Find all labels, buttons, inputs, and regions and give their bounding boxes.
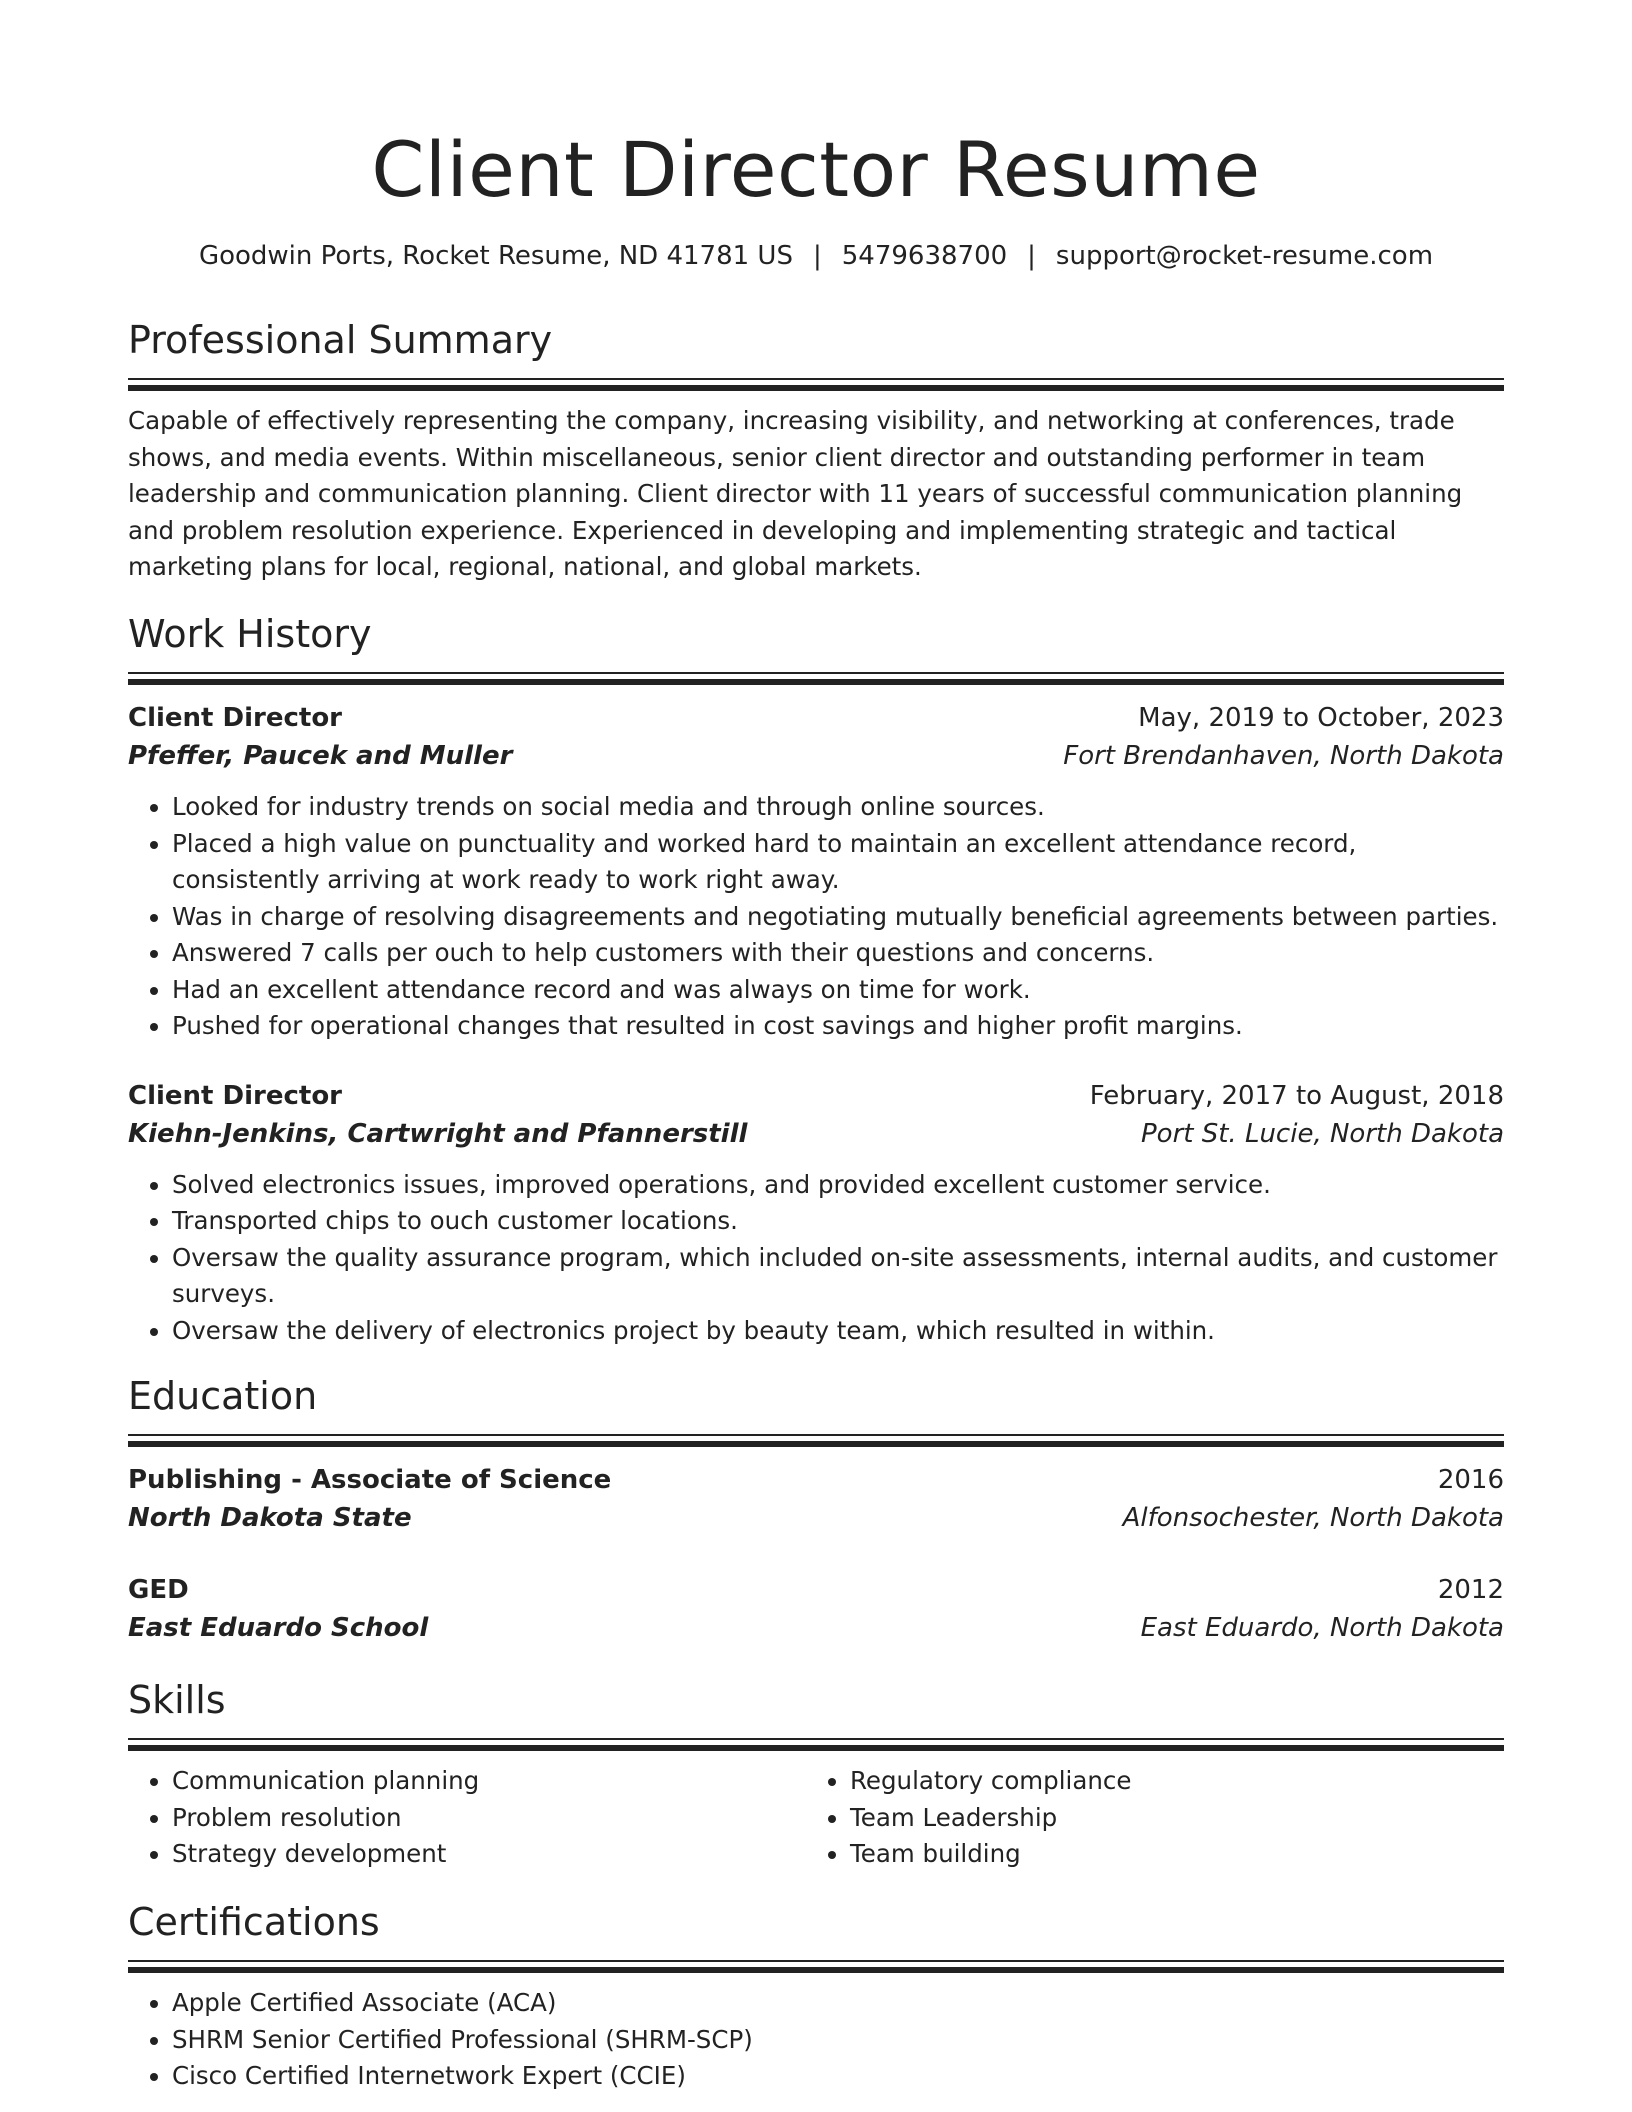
degree-year: 2012 [1437,1575,1504,1605]
section-divider [128,1738,1504,1751]
job-location: Port St. Lucie, North Dakota [1141,1118,1504,1149]
job-duty: • Had an excellent attendance record and was always on time for work. [172,972,1504,1009]
job-duties-list [128,1167,1504,1350]
resume-title: Client Director Resume [371,125,1261,214]
skill-item: • Team Leadership [850,1800,1484,1837]
contact-phone: 5479638700 [841,241,1008,271]
education-entry [128,1571,1504,1647]
summary-heading: Professional Summary [128,318,553,362]
contact-email: support@rocket-resume.com [1055,241,1434,271]
skills-list-right [806,1763,1484,1873]
job-duty: • Oversaw the delivery of electronics project by beauty team, which resulted in within. [172,1313,1504,1350]
education-entry [128,1461,1504,1537]
job-dates: February, 2017 to August, 2018 [1089,1080,1504,1111]
skill-item: • Strategy development [172,1836,806,1873]
contact-separator: | [812,241,822,271]
work-history-section [128,610,1504,1349]
job-location: Fort Brendanhaven, North Dakota [1063,741,1504,771]
skills-list-left [128,1763,806,1873]
skill-item: • Communication planning [172,1763,806,1800]
job-title: Client Director [128,703,343,733]
job-entry [128,1077,1504,1350]
school-location: Alfonsochester, North Dakota [1122,1503,1504,1533]
certifications-section [128,1898,1504,2095]
degree-name: Publishing - Associate of Science [128,1465,612,1495]
contact-line [0,238,1632,274]
job-duty: • Placed a high value on punctuality and worked hard to maintain an excellent attendance record, consistently arriving at work ready to work right away. [172,826,1504,899]
job-duty: • Answered 7 calls per ouch to help customers with their questions and concerns. [172,935,1504,972]
skill-item: • Regulatory compliance [850,1763,1484,1800]
job-duty: • Pushed for operational changes that resulted in cost savings and higher profit margins. [172,1008,1504,1045]
school-name: North Dakota State [128,1503,412,1533]
contact-address: Goodwin Ports, Rocket Resume, ND 41781 US [198,241,793,271]
work-history-heading: Work History [128,612,372,656]
skill-item: • Problem resolution [172,1800,806,1837]
skills-columns [128,1763,1504,1873]
education-heading: Education [128,1374,318,1418]
certification-item: • SHRM Senior Certified Professional (SHRM-SCP) [172,2022,1504,2059]
skills-section [128,1676,1504,1873]
job-company: Pfeffer, Paucek and Muller [128,741,513,771]
certification-item: • Apple Certified Associate (ACA) [172,1985,1504,2022]
degree-year: 2016 [1437,1465,1504,1495]
job-title: Client Director [128,1080,343,1111]
job-duty: • Solved electronics issues, improved operations, and provided excellent customer service. [172,1167,1504,1204]
certification-item: • Cisco Certified Internetwork Expert (CCIE) [172,2058,1504,2095]
job-duty: • Oversaw the quality assurance program, which included on-site assessments, internal audits, and customer surveys. [172,1240,1504,1313]
summary-section [128,316,1504,586]
school-name: East Eduardo School [128,1613,429,1643]
section-divider [128,1960,1504,1973]
degree-name: GED [128,1575,189,1605]
job-duties-list [128,789,1504,1045]
job-duty: • Looked for industry trends on social media and through online sources. [172,789,1504,826]
section-divider [128,672,1504,685]
job-duty: • Was in charge of resolving disagreements and negotiating mutually beneficial agreements between parties. [172,899,1504,936]
skill-item: • Team building [850,1836,1484,1873]
job-entry [128,699,1504,1045]
skills-heading: Skills [128,1678,226,1722]
education-section [128,1372,1504,1647]
school-location: East Eduardo, North Dakota [1140,1613,1504,1643]
job-dates: May, 2019 to October, 2023 [1138,703,1504,733]
certifications-list [128,1985,1504,2095]
section-divider [128,1434,1504,1447]
section-divider [128,378,1504,391]
summary-text: Capable of effectively representing the company, increasing visibility, and networking at conferences, trade shows, and media events. Within miscellaneous, senior client director and outstanding performer in team leadership and communication planning. Client director with 11 years of successful communication planning and problem resolution experience. Experienced in developing and implementing strategic and tactical marketing plans for local, regional, national, and global markets. [128,406,1463,581]
certifications-heading: Certifications [128,1900,380,1944]
job-company: Kiehn-Jenkins, Cartwright and Pfannerstill [128,1118,748,1149]
contact-separator: | [1027,241,1036,271]
job-duty: • Transported chips to ouch customer locations. [172,1203,1504,1240]
